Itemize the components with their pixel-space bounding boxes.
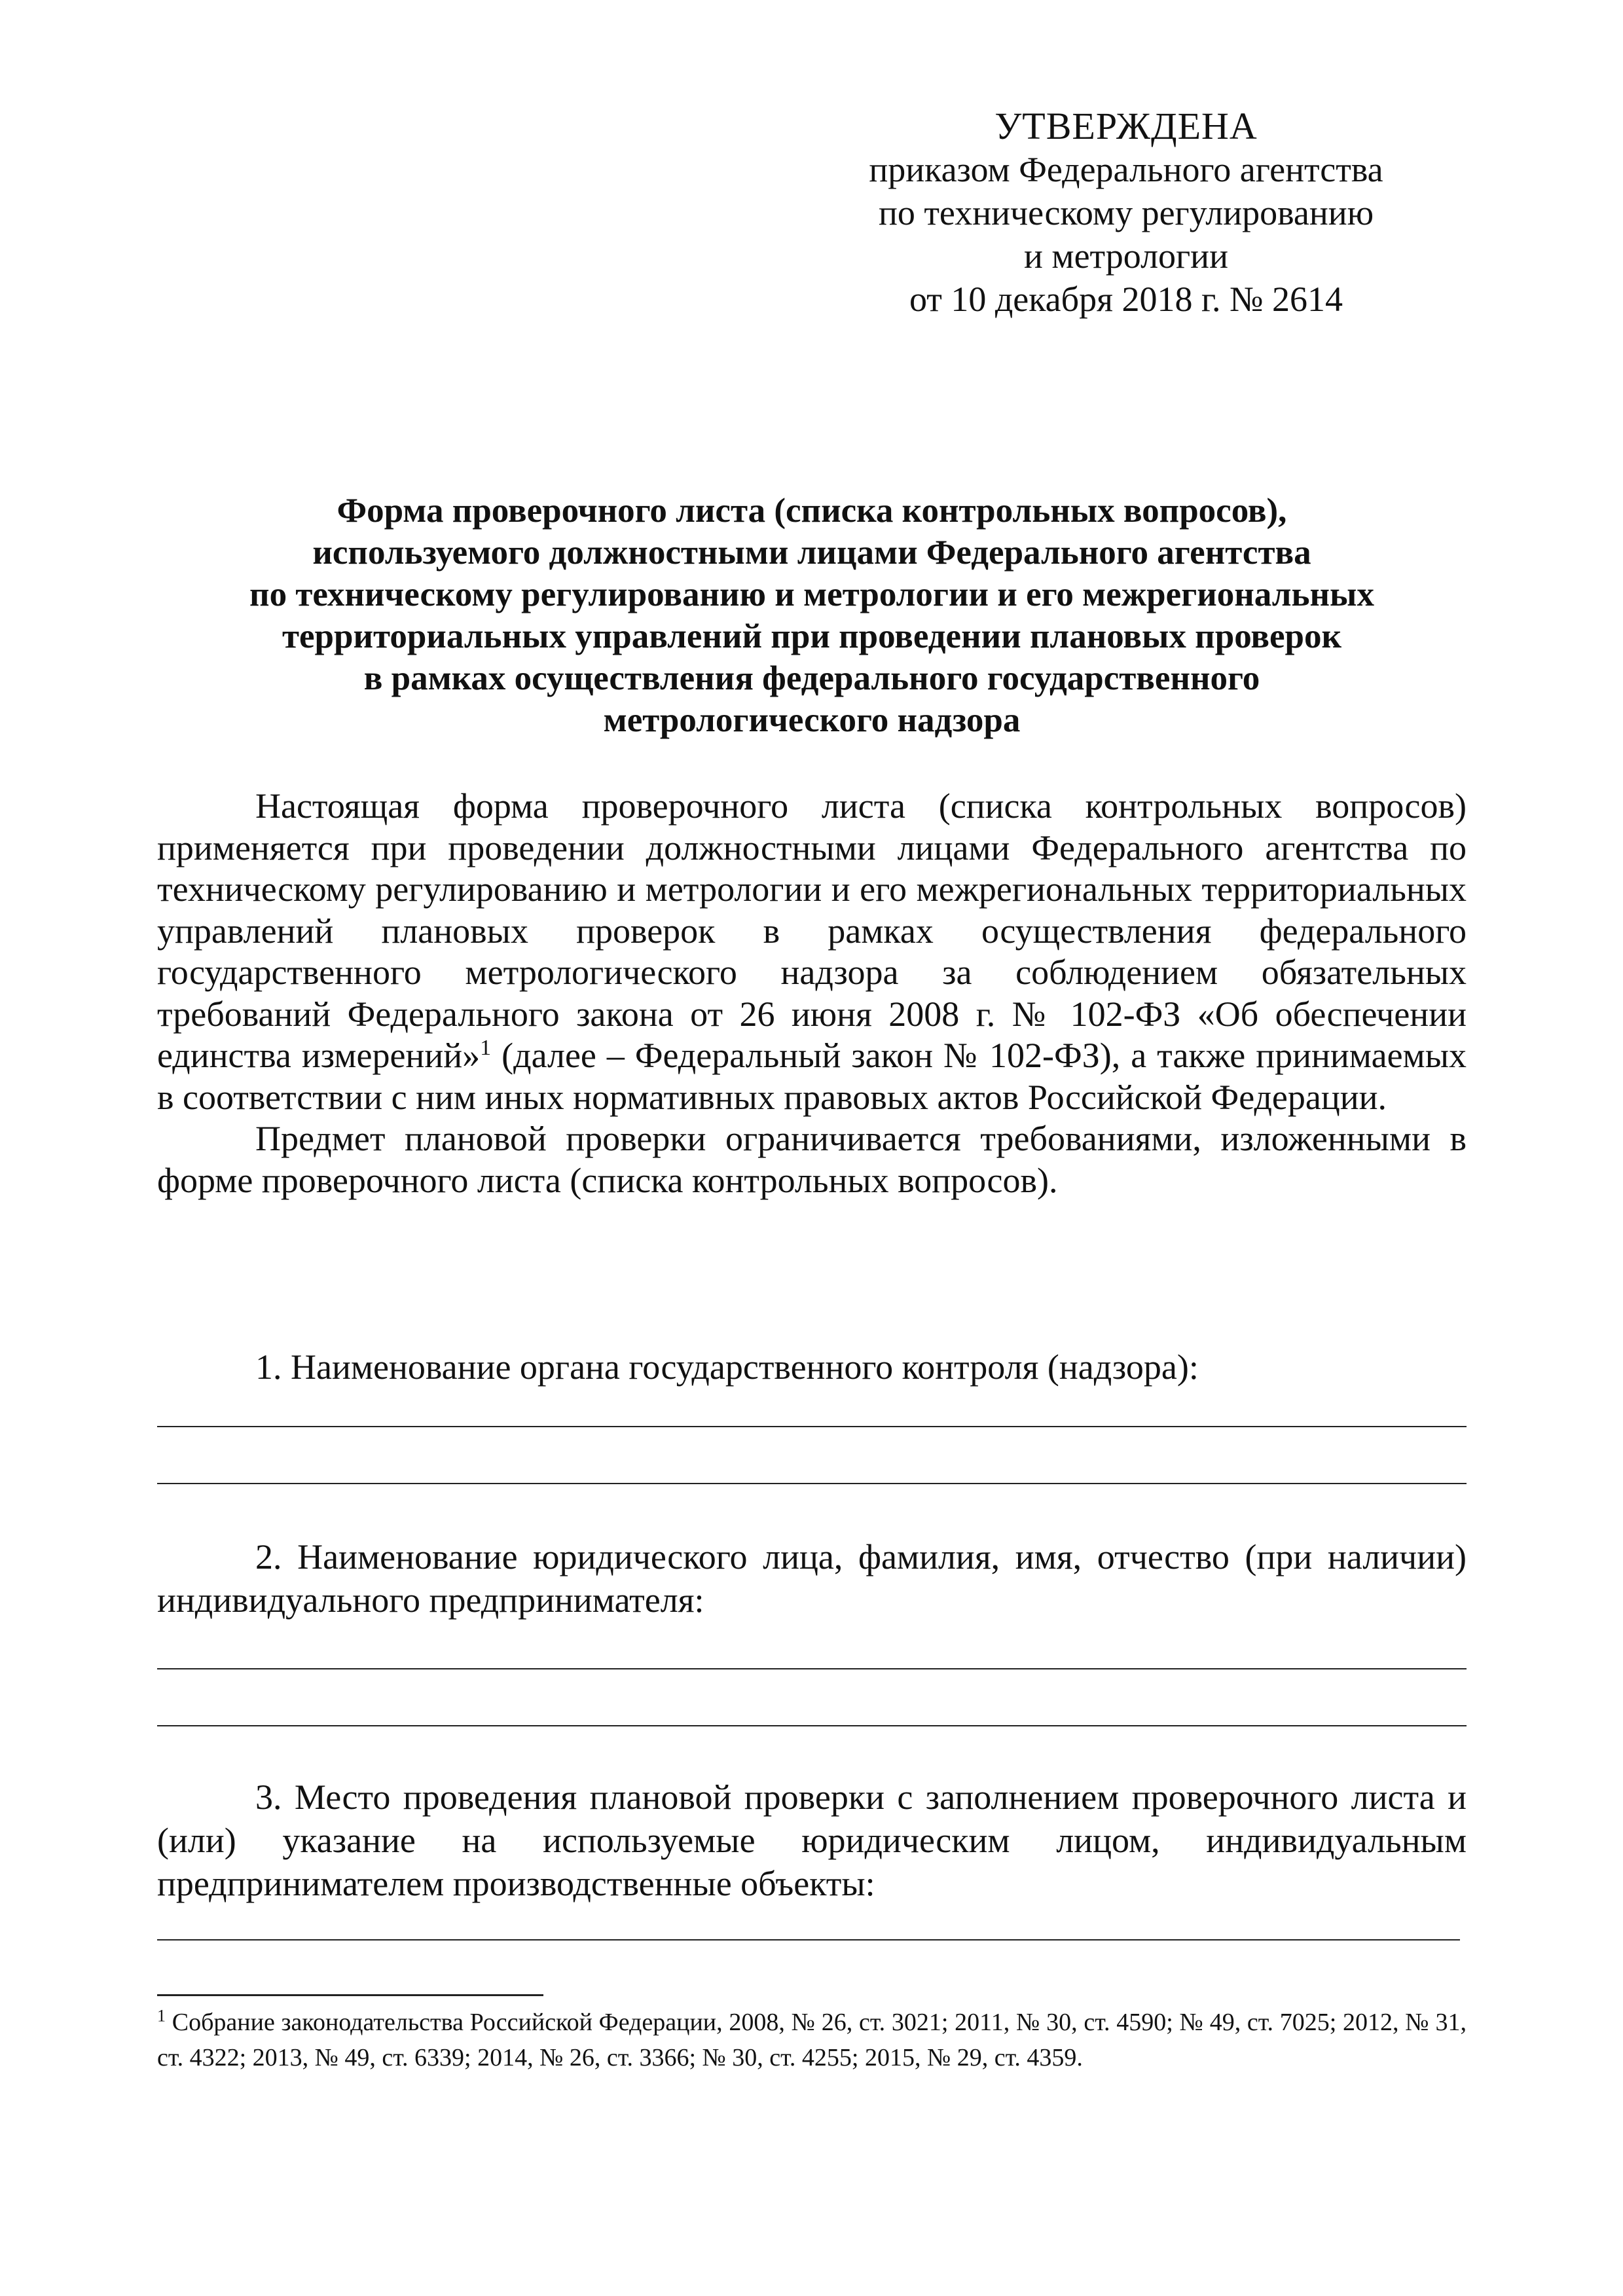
fill-line[interactable] [157,1939,1460,1941]
footnote-text: Собрание законодательства Российской Федерации, 2008, № 26, ст. 3021; 2011, № 30, ст. 4590; № 49, ст. 7025; 2012, № 31, ст. 4322; 2013, № 49, ст. 6339; 2014, № 26, ст. 3366; № 30, ст. 4255; 2015, № 29, ст. 4359. [157,2009,1467,2071]
form-item-1 [157,1345,1467,1389]
form-item-1-label: 1. Наименование органа государственного контроля (надзора): [255,1347,1199,1387]
footnote-marker: 1 [157,2006,166,2026]
intro-paragraph-1-continued: (далее – Федеральный закон № 102-ФЗ), а также принимаемых в соответствии с ним иных нормативных правовых актов Российской Федерации. [157,1036,1467,1117]
form-item-3-label: 3. Место проведения плановой проверки с заполнением проверочного листа и (или) указание на используемые юридическим лицом, индивидуальным предпринимателем производственные объекты: [157,1777,1467,1903]
title-line: территориальных управлений при проведении плановых проверок [282,617,1342,655]
approval-date: от 10 декабря 2018 г. № 2614 [909,280,1343,319]
footnote-separator [157,1994,543,1996]
fill-line[interactable] [157,1668,1467,1669]
approval-block [831,105,1421,321]
approval-stamp: УТВЕРЖДЕНА [994,105,1258,147]
fill-line[interactable] [157,1725,1467,1726]
form-item-2-label: 2. Наименование юридического лица, фамилия, имя, отчество (при наличии) индивидуального предпринимателя: [157,1537,1467,1620]
intro-paragraph-1-text: Настоящая форма проверочного листа (списка контрольных вопросов) применяется при проведении должностными лицами Федерального агентства по техническому регулированию и метрологии и его межрегиональных территориальных управлений плановых проверок в рамках осуществления федерального государственного метрологического надзора за соблюдением обязательных требований Федерального закона от 26 июня 2008 г. № 102-ФЗ «Об обеспечении единства измерений» [157,786,1467,1075]
document-title [157,490,1467,741]
fill-line[interactable] [157,1426,1467,1427]
title-line: используемого должностными лицами Федерального агентства [312,534,1311,572]
title-line: по техническому регулированию и метрологии и его межрегиональных [249,575,1374,613]
intro-text [157,786,1467,1201]
title-line: Форма проверочного листа (списка контрольных вопросов), [337,492,1287,530]
title-line: метрологического надзора [603,701,1021,739]
fill-line[interactable] [157,1483,1467,1484]
title-line: в рамках осуществления федерального государственного [363,659,1260,697]
approval-line: приказом Федерального агентства [869,150,1383,189]
form-item-2 [157,1535,1467,1622]
approval-line: и метрологии [1024,236,1228,276]
footnote-reference: 1 [480,1036,492,1060]
intro-paragraph-2: Предмет плановой проверки ограничивается требованиями, изложенными в форме проверочного листа (списка контрольных вопросов). [157,1119,1467,1200]
intro-paragraph-1 [157,786,1467,1118]
approval-line: по техническому регулированию [878,193,1374,232]
footnote [157,2005,1467,2075]
form-item-3 [157,1776,1467,1905]
